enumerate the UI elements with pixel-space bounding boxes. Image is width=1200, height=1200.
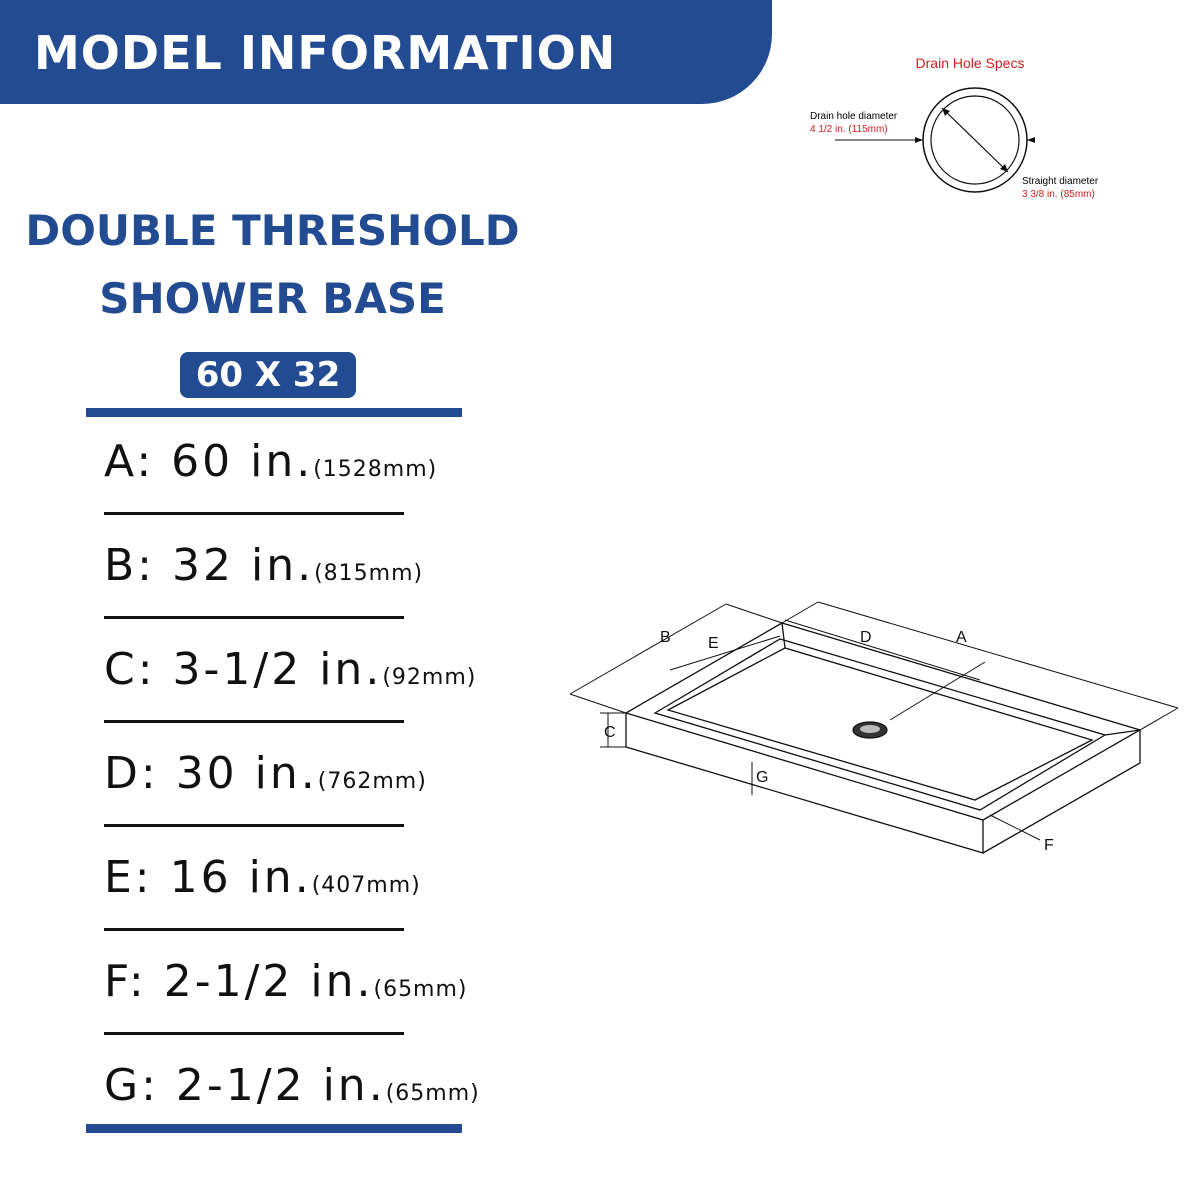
straight-diameter-text: Straight diameter bbox=[1022, 176, 1099, 187]
spec-divider bbox=[104, 720, 404, 723]
diagram-label-b: B bbox=[660, 629, 671, 646]
spec-divider bbox=[104, 824, 404, 827]
diagram-label-a: A bbox=[956, 629, 967, 646]
spec-d-metric: (762mm) bbox=[317, 769, 427, 794]
spec-row-g bbox=[104, 1060, 480, 1120]
product-title-line-2: SHOWER BASE bbox=[99, 274, 446, 323]
spec-row-c bbox=[104, 644, 476, 704]
spec-g-metric: (65mm) bbox=[385, 1081, 480, 1106]
diagram-label-g: G bbox=[756, 769, 769, 786]
header-banner bbox=[0, 0, 772, 104]
diagram-label-c: C bbox=[604, 724, 616, 741]
spec-d-label: D: 30 in. bbox=[104, 748, 318, 799]
spec-divider bbox=[104, 616, 404, 619]
spec-row-d bbox=[104, 748, 427, 808]
straight-diameter-label bbox=[1022, 175, 1098, 201]
header-title: MODEL INFORMATION bbox=[34, 26, 617, 80]
spec-e-label: E: 16 in. bbox=[104, 852, 312, 903]
spec-row-b bbox=[104, 540, 423, 600]
spec-f-metric: (65mm) bbox=[373, 977, 468, 1002]
spec-row-a bbox=[104, 436, 437, 496]
spec-a-label: A: 60 in. bbox=[104, 436, 314, 487]
spec-b-label: B: 32 in. bbox=[104, 540, 315, 591]
drain-hole-diameter-label bbox=[810, 110, 897, 136]
drain-inner bbox=[860, 725, 880, 733]
shower-base-diagram bbox=[560, 590, 1180, 870]
spec-row-e bbox=[104, 852, 421, 912]
product-title-line-1: DOUBLE THRESHOLD bbox=[25, 206, 520, 255]
spec-g-label: G: 2-1/2 in. bbox=[104, 1060, 386, 1111]
diagram-label-f: F bbox=[1044, 837, 1054, 854]
spec-b-metric: (815mm) bbox=[314, 561, 424, 586]
size-badge: 60 X 32 bbox=[180, 352, 356, 398]
spec-divider bbox=[104, 1032, 404, 1035]
spec-a-metric: (1528mm) bbox=[313, 457, 438, 482]
spec-f-label: F: 2-1/2 in. bbox=[104, 956, 374, 1007]
drain-hole-diameter-value: 4 1/2 in. (115mm) bbox=[810, 124, 888, 135]
straight-diameter-value: 3 3/8 in. (85mm) bbox=[1022, 189, 1095, 200]
spec-divider bbox=[104, 512, 404, 515]
diagram-label-e: E bbox=[708, 635, 719, 652]
shower-base-outline bbox=[626, 623, 1140, 853]
diagram-label-d: D bbox=[860, 629, 872, 646]
spec-list-bottom-rule bbox=[86, 1124, 462, 1133]
drain-hole-diameter-text: Drain hole diameter bbox=[810, 111, 898, 122]
spec-c-label: C: 3-1/2 in. bbox=[104, 644, 383, 695]
spec-list-top-rule bbox=[86, 408, 462, 417]
spec-row-f bbox=[104, 956, 468, 1016]
spec-c-metric: (92mm) bbox=[382, 665, 477, 690]
spec-divider bbox=[104, 928, 404, 931]
drain-specs-title: Drain Hole Specs bbox=[915, 55, 1025, 71]
spec-e-metric: (407mm) bbox=[311, 873, 421, 898]
